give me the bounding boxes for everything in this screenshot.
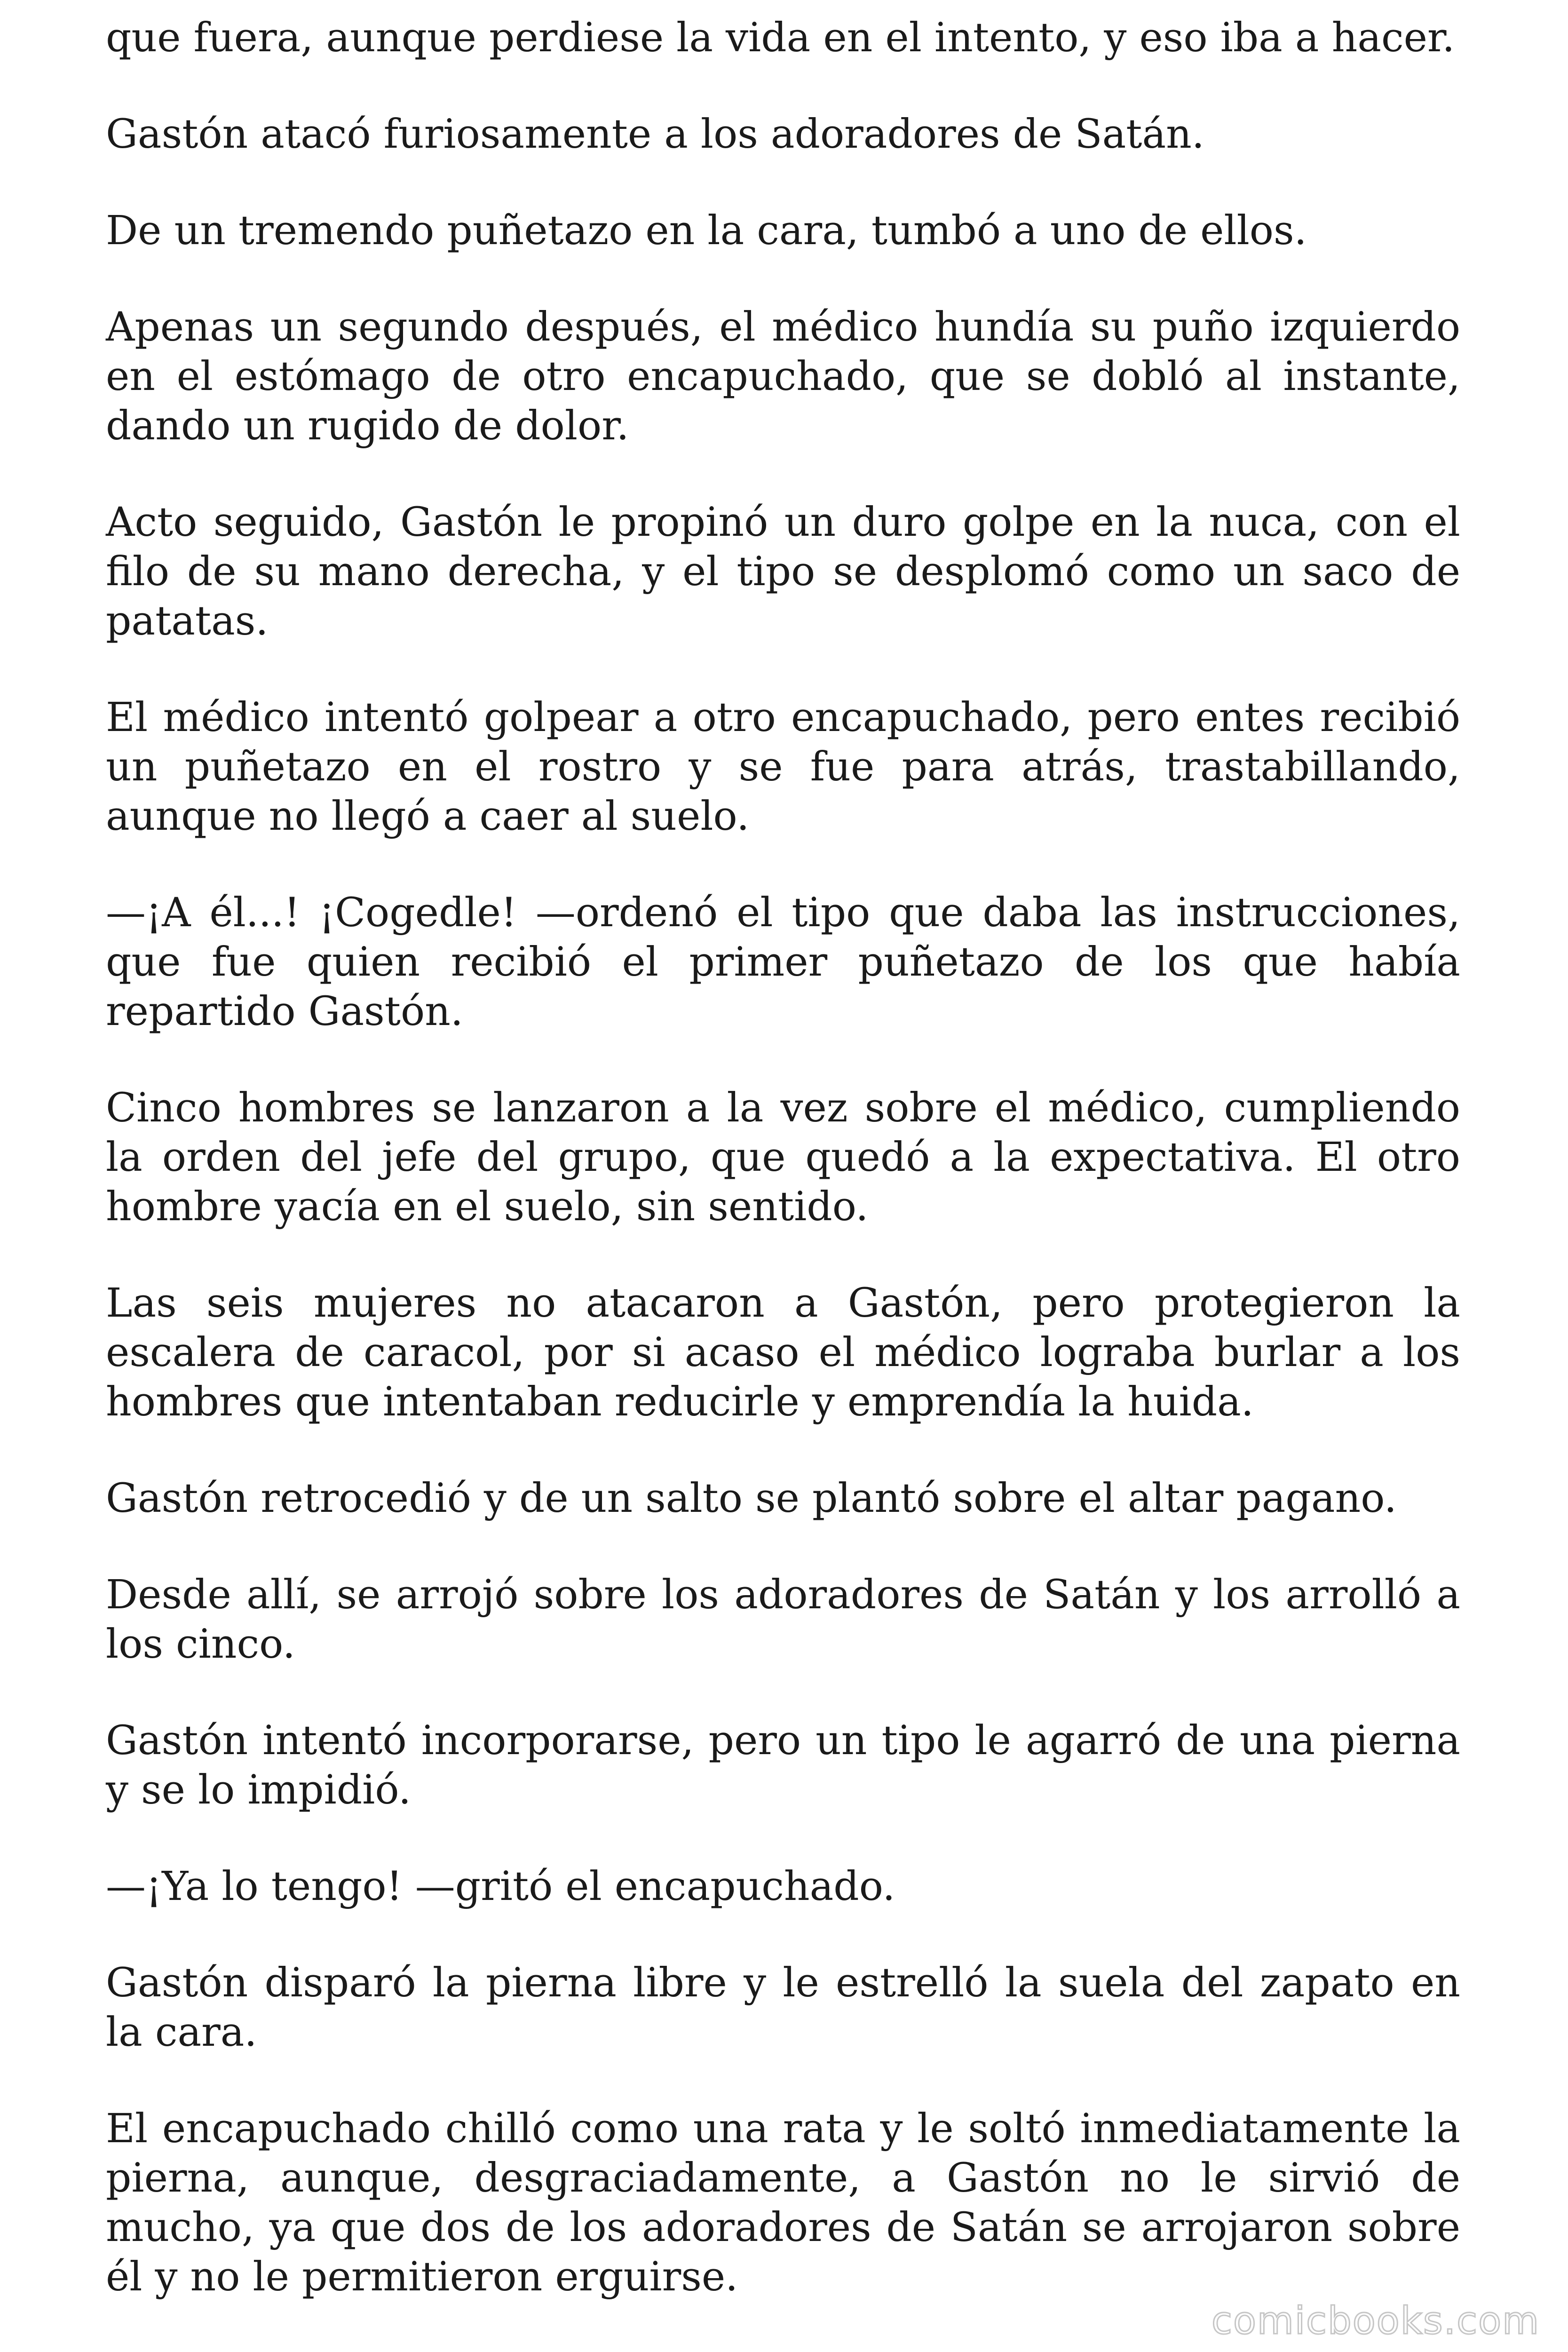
paragraph-11: Desde allí, se arrojó sobre los adoradores de Satán y los arrolló a los cinco.	[106, 1572, 1460, 1668]
paragraph-7: —¡A él...! ¡Cogedle! —ordenó el tipo que daba las instrucciones, que fue quien recibió el primer puñetazo de los que había repartido Gastón.	[106, 890, 1460, 1035]
paragraph-12: Gastón intentó incorporarse, pero un tipo le agarró de una pierna y se lo impidió.	[106, 1717, 1460, 1813]
text-body	[106, 13, 1460, 2302]
paragraph-15: El encapuchado chilló como una rata y le soltó inmediatamente la pierna, aunque, desgraciadamente, a Gastón no le sirvió de mucho, ya que dos de los adoradores de Satán se arrojaron sobre él y no le permitieron erguirse.	[106, 2106, 1460, 2300]
watermark: comicbooks.com	[1211, 2299, 1540, 2343]
paragraph-2: Gastón atacó furiosamente a los adoradores de Satán.	[106, 111, 1204, 158]
paragraph-4: Apenas un segundo después, el médico hundía su puño izquierdo en el estómago de otro encapuchado, que se dobló al instante, dando un rugido de dolor.	[106, 304, 1460, 449]
paragraph-1: que fuera, aunque perdiese la vida en el intento, y eso iba a hacer.	[106, 15, 1455, 61]
paragraph-14: Gastón disparó la pierna libre y le estrelló la suela del zapato en la cara.	[106, 1960, 1460, 2056]
paragraph-13: —¡Ya lo tengo! —gritó el encapuchado.	[106, 1863, 895, 1910]
paragraph-9: Las seis mujeres no atacaron a Gastón, pero protegieron la escalera de caracol, por si acaso el médico lograba burlar a los hombres que intentaban reducirle y emprendía la huida.	[106, 1280, 1460, 1425]
paragraph-10: Gastón retrocedió y de un salto se plantó sobre el altar pagano.	[106, 1475, 1397, 1522]
paragraph-5: Acto seguido, Gastón le propinó un duro golpe en la nuca, con el filo de su mano derecha, y el tipo se desplomó como un saco de patatas.	[106, 499, 1460, 644]
paragraph-6: El médico intentó golpear a otro encapuchado, pero entes recibió un puñetazo en el rostro y se fue para atrás, trastabillando, aunque no llegó a caer al suelo.	[106, 694, 1460, 840]
paragraph-3: De un tremendo puñetazo en la cara, tumbó a uno de ellos.	[106, 207, 1307, 254]
paragraph-8: Cinco hombres se lanzaron a la vez sobre el médico, cumpliendo la orden del jefe del grupo, que quedó a la expectativa. El otro hombre yacía en el suelo, sin sentido.	[106, 1085, 1460, 1230]
